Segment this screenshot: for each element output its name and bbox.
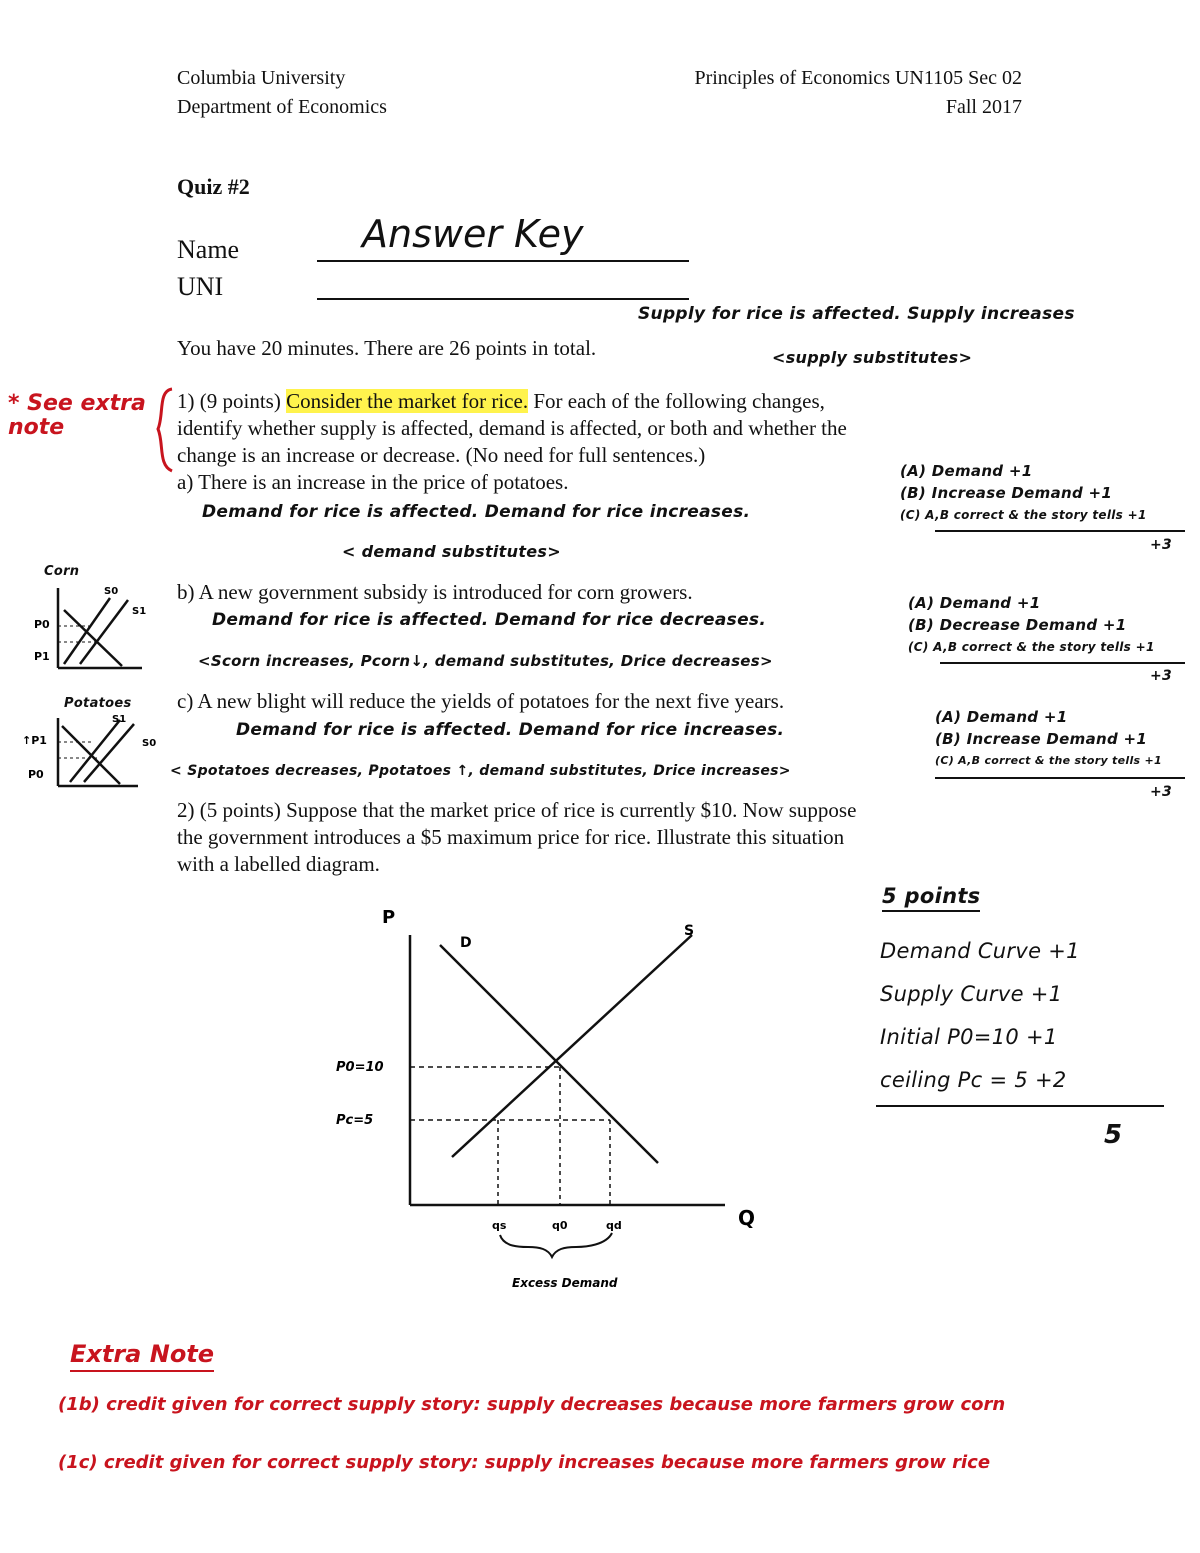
qs-label: qs: [492, 1219, 507, 1232]
q1a-answer: Demand for rice is affected. Demand for rice increases.: [202, 502, 751, 522]
svg-text:S1: S1: [132, 606, 147, 617]
q2-line2: the government introduces a $5 maximum price for rice. Illustrate this situation: [177, 825, 845, 849]
supply-curve: [452, 935, 692, 1157]
rubric-c: (A) Demand +1 (B) Increase Demand +1 (C) A,B correct & the story tells +1: [935, 708, 1162, 767]
q1b-note: <Scorn increases, Pcorn↓, demand substitutes, Drice decreases>: [198, 652, 773, 670]
excess-demand-brace: [500, 1233, 612, 1257]
corn-label: Corn: [44, 564, 80, 579]
instructions: You have 20 minutes. There are 26 points in total.: [177, 336, 597, 360]
side-brace: [150, 385, 180, 475]
svg-text:P0: P0: [34, 618, 50, 631]
name-label: Name: [177, 235, 240, 264]
header-course: Principles of Economics UN1105 Sec 02: [694, 67, 1022, 89]
q1a-note: < demand substitutes>: [342, 542, 561, 561]
rubric-b: (A) Demand +1 (B) Decrease Demand +1 (C) A,B correct & the story tells +1: [908, 594, 1155, 654]
q1b-question: b) A new government subsidy is introduced for corn growers.: [177, 580, 693, 604]
svg-text:P0: P0: [28, 768, 44, 781]
header-term: Fall 2017: [945, 96, 1022, 118]
q1-line3: change is an increase or decrease. (No need for full sentences.): [177, 443, 706, 467]
rubric-a: (A) Demand +1 (B) Increase Demand +1 (C) A,B correct & the story tells +1: [900, 462, 1147, 522]
p0-label: P0=10: [336, 1060, 384, 1075]
demand-curve: [440, 945, 658, 1163]
svg-text:S0: S0: [104, 586, 119, 597]
name-value: Answer Key: [362, 212, 584, 256]
q1a-question: a) There is an increase in the price of potatoes.: [177, 470, 569, 494]
q1c-answer: Demand for rice is affected. Demand for rice increases.: [236, 720, 785, 740]
rubric-a-total: +3: [1150, 537, 1173, 553]
pc-label: Pc=5: [336, 1113, 374, 1128]
q2-rubric-title: 5 points: [882, 884, 980, 912]
excess-demand-label: Excess Demand: [512, 1276, 618, 1290]
supply-demand-diagram: [320, 895, 780, 1305]
quiz-title: Quiz #2: [177, 174, 250, 199]
q1c-question: c) A new blight will reduce the yields of potatoes for the next five years.: [177, 689, 785, 713]
supply-label: S: [684, 923, 695, 939]
q0-label: q0: [552, 1219, 568, 1232]
name-line: [317, 260, 689, 262]
rubric-b-total: +3: [1150, 668, 1173, 684]
extra-note-title: Extra Note: [70, 1340, 214, 1372]
svg-text:P1: P1: [34, 650, 50, 663]
extra-note-2: (1c) credit given for correct supply story: supply increases because more farmers grow rice: [58, 1452, 991, 1473]
q2-line1: 2) (5 points) Suppose that the market price of rice is currently $10. Now suppose: [177, 798, 857, 822]
extra-note-1: (1b) credit given for correct supply story: supply decreases because more farmers grow corn: [58, 1394, 1006, 1415]
svg-text:S0: S0: [142, 738, 157, 749]
hand-top-note-2: <supply substitutes>: [772, 348, 973, 367]
corn-mini-diagram: [30, 580, 150, 675]
uni-line: [317, 298, 689, 300]
p-axis-label: P: [382, 907, 396, 928]
svg-text:S1: S1: [112, 714, 127, 725]
q1-highlight: Consider the market for rice.: [286, 389, 529, 413]
q2-rubric: Demand Curve +1 Supply Curve +1 Initial P0=10 +1 ceiling Pc = 5 +2: [880, 939, 1080, 1092]
svg-text:↑P1: ↑P1: [22, 734, 47, 747]
q1-line1: 1) (9 points) Consider the market for rice. For each of the following changes,: [177, 389, 825, 413]
hand-top-note-1: Supply for rice is affected. Supply increases: [638, 304, 1075, 324]
q1-line2: identify whether supply is affected, demand is affected, or both and whether the: [177, 416, 847, 440]
q2-line3: with a labelled diagram.: [177, 852, 380, 876]
uni-label: UNI: [177, 272, 224, 301]
potatoes-mini-diagram: [8, 712, 158, 792]
header-department: Department of Economics: [177, 96, 387, 118]
q1c-note: < Spotatoes decreases, Ppotatoes ↑, demand substitutes, Drice increases>: [170, 763, 791, 779]
demand-label: D: [460, 935, 472, 951]
q1b-answer: Demand for rice is affected. Demand for rice decreases.: [212, 610, 767, 630]
q-axis-label: Q: [738, 1206, 756, 1230]
potatoes-label: Potatoes: [64, 696, 132, 711]
side-extra-note: * See extra note: [8, 391, 146, 440]
header-university: Columbia University: [177, 67, 346, 89]
q2-total: 5: [1104, 1120, 1123, 1150]
rubric-c-total: +3: [1150, 784, 1173, 800]
qd-label: qd: [606, 1219, 622, 1232]
